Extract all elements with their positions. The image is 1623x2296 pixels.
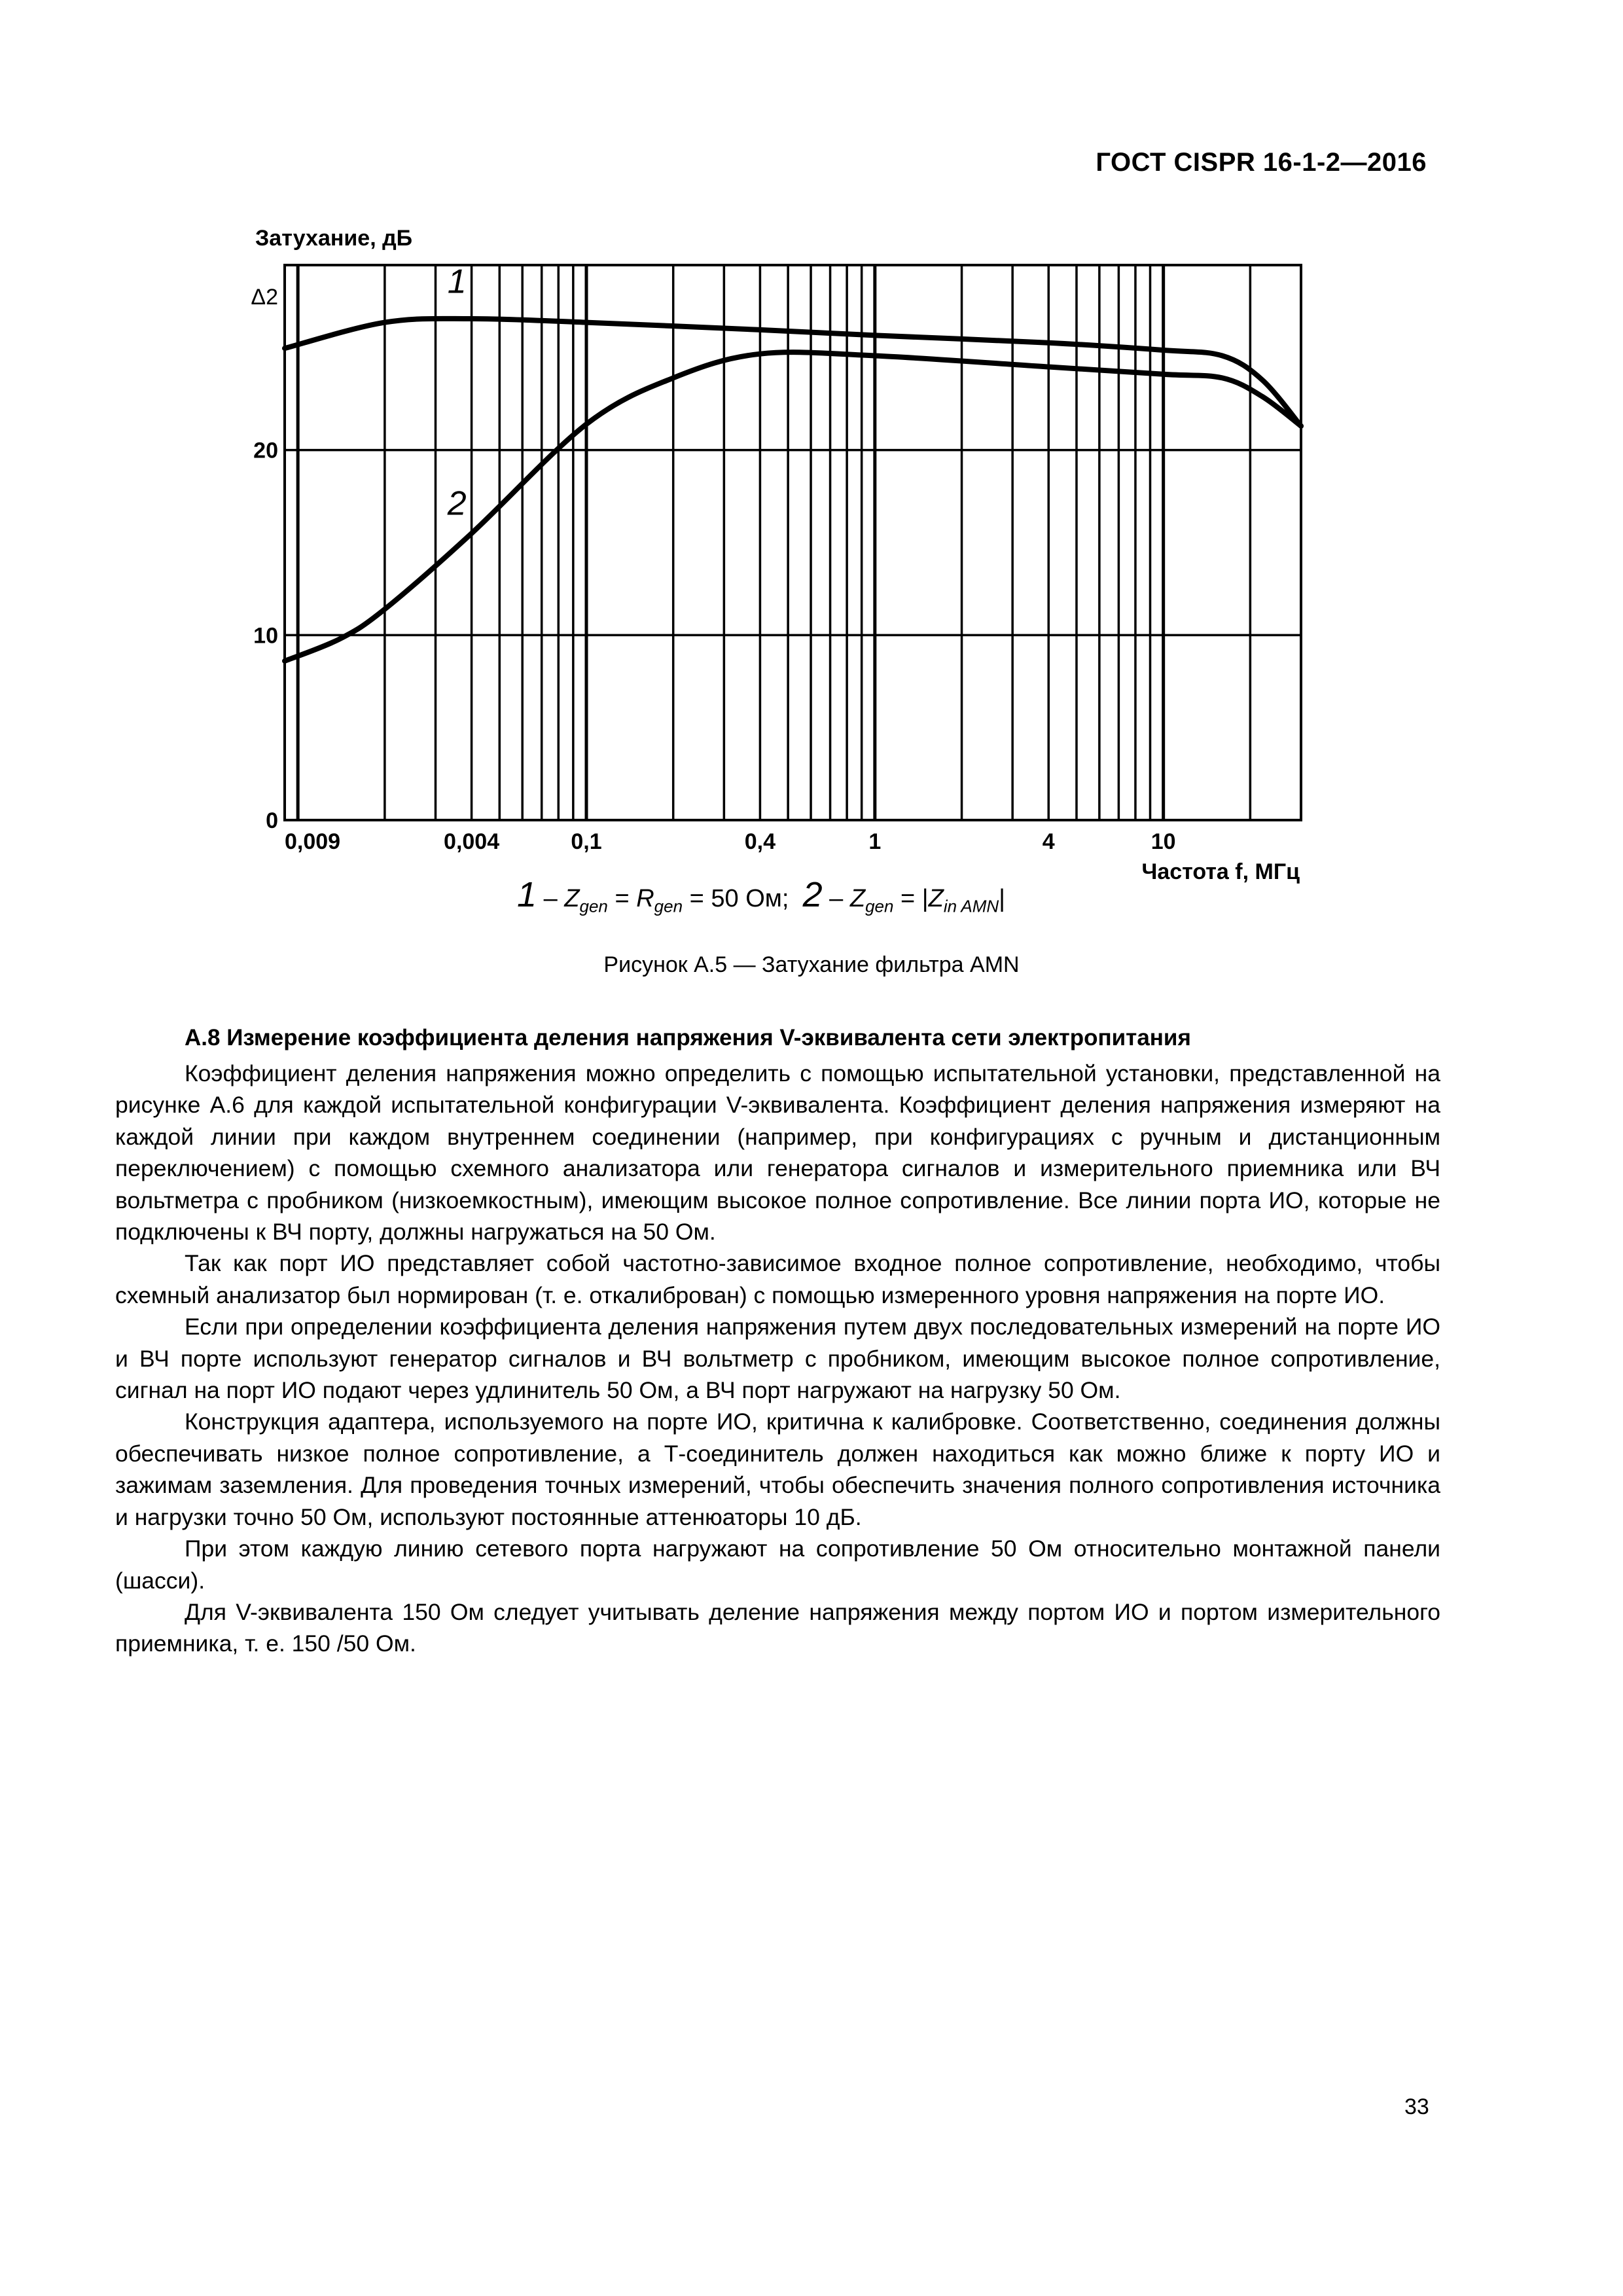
paragraph-5: При этом каждую линию сетевого порта нагружают на сопротивление 50 Ом относительно монтажной панели (шасси). xyxy=(115,1535,1440,1594)
legend-item1-r-sub: gen xyxy=(654,896,683,916)
curve-label-2: 2 xyxy=(447,484,467,523)
paragraph-3: Если при определении коэффициента деления напряжения путем двух последовательных измерений на порте ИО и ВЧ порте используют генератор сигналов и ВЧ вольтметр с пробником, имеющим высокое полное сопротивление, сигнал на порт ИО подают через удлинитель 50 Ом, а ВЧ порт нагружают на нагрузку 50 Ом. xyxy=(115,1314,1440,1404)
paragraph-4: Конструкция адаптера, используемого на порте ИО, критична к калибровке. Соответственно, соединения должны обеспечивать низкое полное сопротивление, а Т-соединитель должен находиться как можно ближе к порту ИО и зажимам заземления. Для проведения точных измерений, чтобы обеспечить значения полного сопротивления источника и нагрузки точно 50 Ом, используют постоянные аттенюаторы 10 дБ. xyxy=(115,1408,1440,1530)
section-heading: А.8 Измерение коэффициента деления напряжения V-эквивалента сети электропитания xyxy=(185,1025,1191,1050)
legend-item2-number: 2 xyxy=(802,875,823,914)
body-text xyxy=(115,1058,1440,1660)
x-tick-label: 1 xyxy=(868,829,882,854)
document-header: ГОСТ CISPR 16-1-2—2016 xyxy=(1096,148,1427,177)
x-tick-label: 0,004 xyxy=(444,829,500,854)
paragraph-1: Коэффициент деления напряжения можно определить с помощью испытательной установки, представленной на рисунке А.6 для каждой испытательной конфигурации V-эквивалента. Коэффициент деления напряжения измеряют на каждой линии при каждом внутреннем соединении (например, при конфигурациях с ручным и дистанционным переключением) с помощью схемного анализатора или генератора сигналов и измерительного приемника или ВЧ вольтметра с пробником (низкоемкостным), имеющим высокое полное сопротивление. Все линии порта ИО, которые не подключены к ВЧ порту, должны нагружаться на 50 Ом. xyxy=(115,1060,1440,1246)
legend-item2-close: | xyxy=(999,885,1006,912)
x-tick-label: 0,009 xyxy=(285,829,341,854)
legend-item2-zin-sub: in AMN xyxy=(943,896,999,916)
legend-item1-z-sub: gen xyxy=(579,896,608,916)
legend-item1-number: 1 xyxy=(517,875,537,914)
y-tick-label: 10 xyxy=(253,623,278,649)
x-axis-title: Частота f, МГц xyxy=(1141,859,1300,884)
figure-caption: Рисунок А.5 — Затухание фильтра AMN xyxy=(603,952,1020,977)
legend-item1-r: R xyxy=(636,885,654,912)
chart-labels xyxy=(251,262,1300,884)
attenuation-chart xyxy=(0,0,1623,929)
x-tick-label: 10 xyxy=(1150,829,1176,854)
legend-item1-eq: = xyxy=(607,885,637,912)
chart-y-axis-title: Затухание, дБ xyxy=(255,226,413,251)
legend-item1-z: Z xyxy=(564,885,580,912)
curve-label-1: 1 xyxy=(447,262,467,301)
legend-item1-dash: – xyxy=(537,885,565,912)
legend-item2-z-sub: gen xyxy=(865,896,894,916)
y-tick-label: 0 xyxy=(266,808,278,833)
page-number: 33 xyxy=(1404,2094,1429,2119)
x-tick-label: 4 xyxy=(1042,829,1055,854)
paragraph-2: Так как порт ИО представляет собой частотно-зависимое входное полное сопротивление, необходимо, чтобы схемный анализатор был нормирован (т. е. откалиброван) с помощью измеренного уровня напряжения на порте ИО. xyxy=(115,1250,1440,1308)
legend-item1-value: = 50 Ом; xyxy=(683,885,789,912)
legend-item2-zin: Z xyxy=(928,885,944,912)
y-tick-label: 20 xyxy=(253,438,278,463)
legend-item2-eq: = | xyxy=(893,885,929,912)
x-tick-label: 0,4 xyxy=(744,829,776,854)
y-tick-label: Δ2 xyxy=(251,285,278,310)
series-2-line xyxy=(285,352,1301,661)
chart-legend xyxy=(517,874,1005,917)
legend-item2-z: Z xyxy=(849,885,866,912)
legend-item2-dash: – xyxy=(822,885,850,912)
x-tick-label: 0,1 xyxy=(571,829,602,854)
chart-curves xyxy=(285,319,1301,661)
paragraph-6: Для V-эквивалента 150 Ом следует учитывать деление напряжения между портом ИО и портом измерительного приемника, т. е. 150 /50 Ом. xyxy=(115,1598,1440,1657)
